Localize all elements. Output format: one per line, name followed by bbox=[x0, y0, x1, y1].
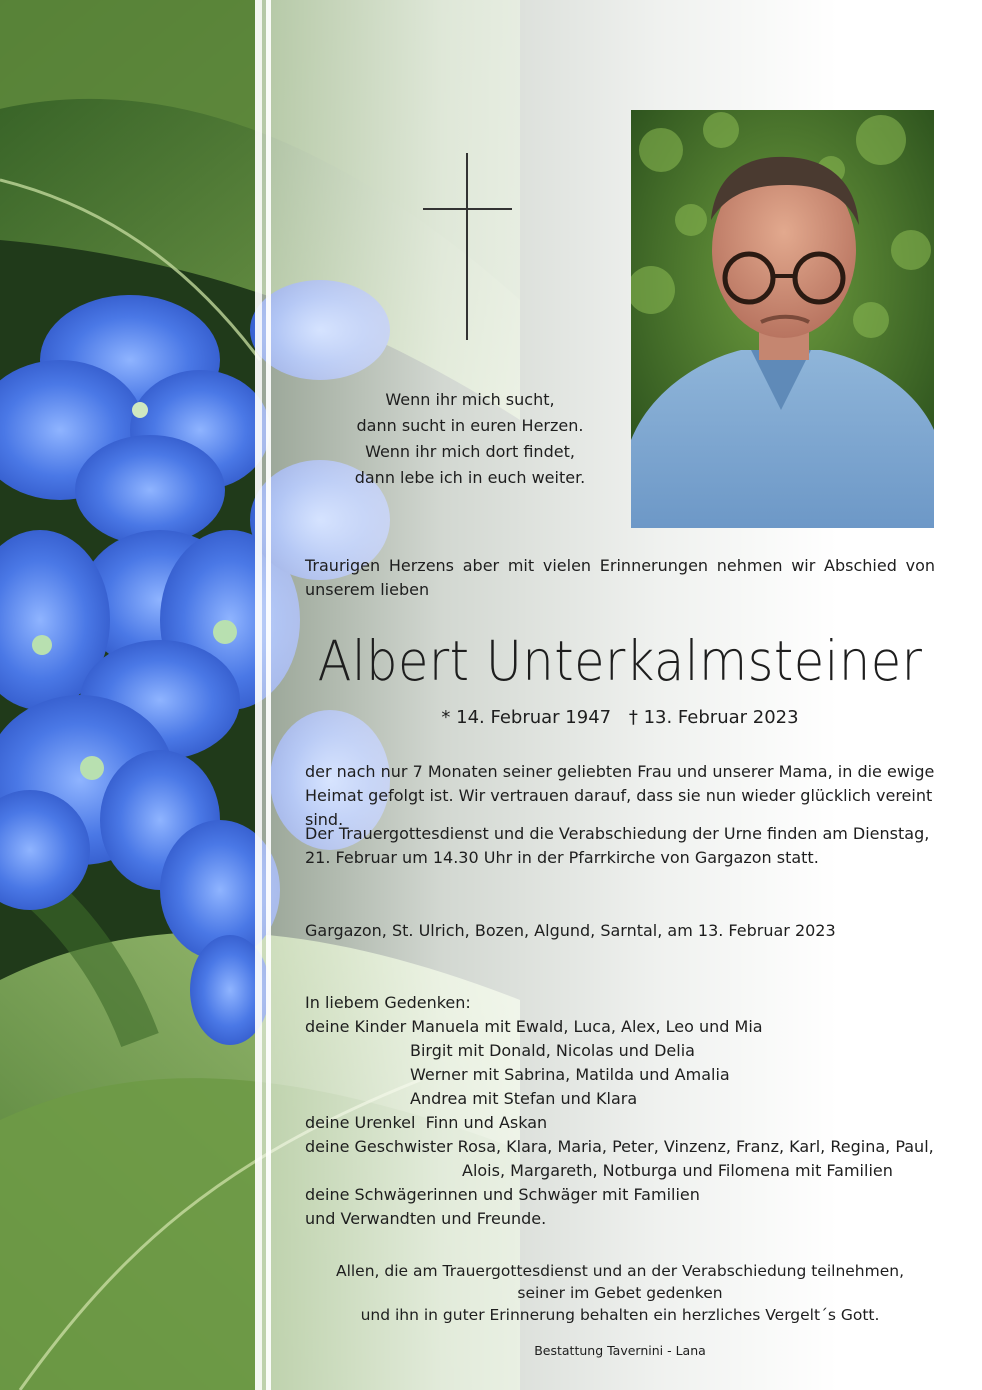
mourners-list bbox=[305, 991, 955, 1231]
poem-line: Wenn ihr mich sucht, bbox=[385, 390, 555, 409]
deceased-name: Albert Unterkalmsteiner bbox=[317, 629, 923, 693]
thanks-line: Allen, die am Trauergottesdienst und an der Verabschiedung teilnehmen, bbox=[335, 1262, 905, 1280]
mourners-line: deine Geschwister Rosa, Klara, Maria, Peter, Vinzenz, Franz, Karl, Regina, Paul, bbox=[305, 1137, 934, 1156]
death-date: † 13. Februar 2023 bbox=[628, 707, 799, 728]
thanks-line: und ihn in guter Erinnerung behalten ein herzliches Vergelt´s Gott. bbox=[360, 1306, 880, 1324]
mourners-line: und Verwandten und Freunde. bbox=[305, 1209, 547, 1228]
birth-date: * 14. Februar 1947 bbox=[441, 707, 612, 728]
mourners-line: Werner mit Sabrina, Matilda und Amalia bbox=[410, 1065, 730, 1084]
memorial-poem bbox=[300, 387, 640, 491]
place-date: Gargazon, St. Ulrich, Bozen, Algund, Sarntal, am 13. Februar 2023 bbox=[305, 921, 836, 940]
funeral-home: Bestattung Tavernini - Lana bbox=[534, 1343, 706, 1358]
vertical-divider-line bbox=[255, 0, 262, 1390]
thanks-text bbox=[300, 1260, 940, 1326]
poem-line: dann lebe ich in euch weiter. bbox=[354, 468, 586, 487]
intro-text: Traurigen Herzens aber mit vielen Erinnerungen nehmen wir Abschied von unserem lieben bbox=[305, 556, 935, 599]
poem-line: dann sucht in euren Herzen. bbox=[356, 416, 584, 435]
mourners-line: deine Schwägerinnen und Schwäger mit Familien bbox=[305, 1185, 700, 1204]
notice-paragraph: der nach nur 7 Monaten seiner geliebten Frau und unserer Mama, in die ewige Heimat gefolgt ist. Wir vertrauen darauf, dass sie nun wieder glücklich vereint sind. bbox=[305, 762, 935, 829]
mourners-line: Birgit mit Donald, Nicolas und Delia bbox=[410, 1041, 695, 1060]
cross-icon-bar bbox=[423, 208, 512, 210]
mourners-line: deine Kinder Manuela mit Ewald, Luca, Alex, Leo und Mia bbox=[305, 1017, 763, 1036]
mourners-line: Alois, Margareth, Notburga und Filomena mit Familien bbox=[462, 1161, 893, 1180]
poem-line: Wenn ihr mich dort findet, bbox=[365, 442, 575, 461]
mourners-line: Andrea mit Stefan und Klara bbox=[410, 1089, 638, 1108]
mourners-heading: In liebem Gedenken: bbox=[305, 993, 471, 1012]
service-paragraph: Der Trauergottesdienst und die Verabschiedung der Urne finden am Dienstag, 21. Februar um 14.30 Uhr in der Pfarrkirche von Gargazon statt. bbox=[305, 824, 930, 867]
life-dates bbox=[300, 705, 940, 731]
mourners-line: deine Urenkel Finn und Askan bbox=[305, 1113, 548, 1132]
cross-icon bbox=[466, 153, 468, 340]
vertical-divider-line-thin bbox=[266, 0, 271, 1390]
thanks-line: seiner im Gebet gedenken bbox=[517, 1284, 723, 1302]
portrait-photo bbox=[631, 110, 934, 528]
